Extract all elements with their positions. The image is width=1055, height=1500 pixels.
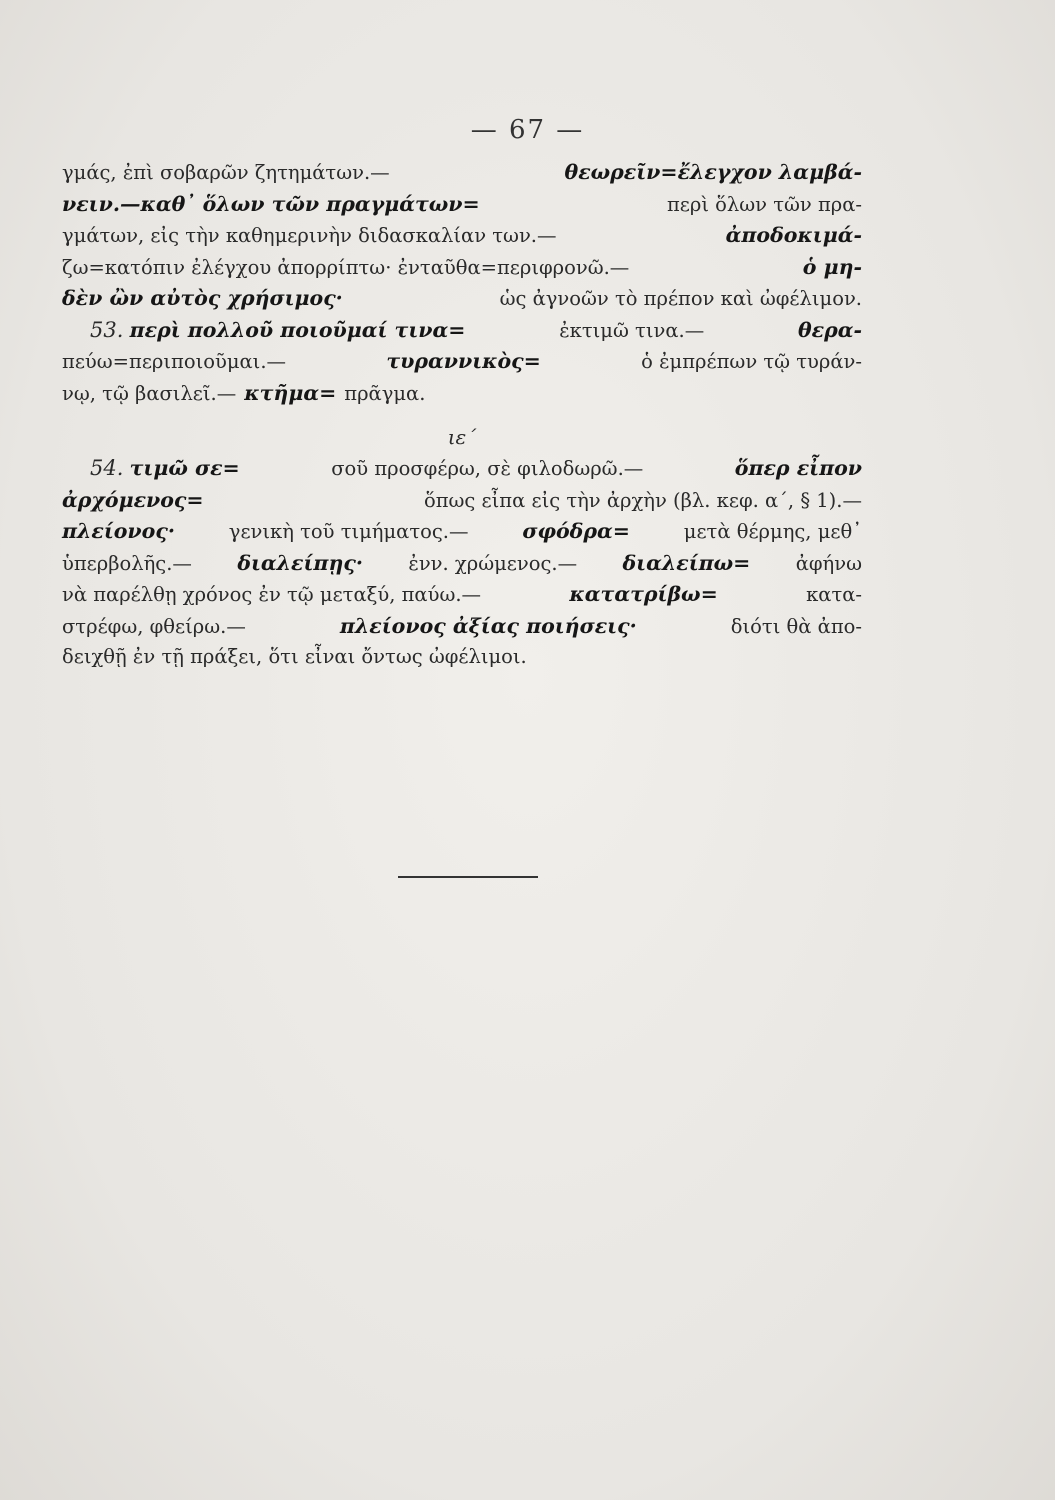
text-line-12: ὑπερβολῆς.— διαλείπῃς· ἐνν. χρώμενος.— διαλείπω= ἀφήνω <box>62 550 862 575</box>
text-line-9: 54. τιμῶ σε= σοῦ προσφέρω, σὲ φιλοδωρῶ.— ὅπερ εἶπον <box>90 456 862 480</box>
text-line-5: δὲν ὢν αὐτὸς χρήσιμος· ὡς ἀγνοῶν τὸ πρέπον καὶ ὠφέλιμον. <box>62 286 862 310</box>
text-line-7: πεύω=περιποιοῦμαι.— τυραννικὸς= ὁ ἐμπρέπων τῷ τυράν- <box>62 349 862 373</box>
text-line-6: 53. περὶ πολλοῦ ποιοῦμαί τινα= ἐκτιμῶ τινα.— θερα- <box>90 317 862 342</box>
end-rule <box>398 876 538 878</box>
text-line-2: νειν.—καθ᾽ ὅλων τῶν πραγμάτων= περὶ ὅλων τῶν πρα- <box>62 191 862 216</box>
text-line-1: γμάς, ἐπὶ σοβαρῶν ζητημάτων.— θεωρεῖν=ἔλεγχον λαμβά- <box>62 160 862 184</box>
text-line-15: δειχθῇ ἐν τῇ πράξει, ὅτι εἶναι ὄντως ὠφέλιμοι. <box>62 645 527 668</box>
section-mark: ιε´ <box>447 425 477 449</box>
text-line-14: στρέφω, φθείρω.— πλείονος ἀξίας ποιήσεις· διότι θὰ ἀπο- <box>62 613 862 638</box>
main-text <box>62 160 862 677</box>
text-line-13: νὰ παρέλθῃ χρόνος ἐν τῷ μεταξύ, παύω.— κατατρίβω= κατα- <box>62 582 862 606</box>
text-line-10: ἀρχόμενος= ὅπως εἶπα εἰς τὴν ἀρχὴν (βλ. κεφ. α´, § 1).— <box>62 487 862 512</box>
page-number: — 67 — <box>470 115 585 145</box>
text-line-8: νῳ, τῷ βασιλεῖ.— κτῆμα= πρᾶγμα. <box>62 380 426 405</box>
text-line-4: ζω=κατόπιν ἐλέγχου ἀπορρίπτω· ἐνταῦθα=περιφρονῶ.— ὁ μη- <box>62 254 862 279</box>
text-line-11: πλείονος· γενικὴ τοῦ τιμήματος.— σφόδρα= μετὰ θέρμης, μεθ᾽ <box>62 519 862 543</box>
text-line-3: γμάτων, εἰς τὴν καθημερινὴν διδασκαλίαν των.— ἀποδοκιμά- <box>62 223 862 247</box>
